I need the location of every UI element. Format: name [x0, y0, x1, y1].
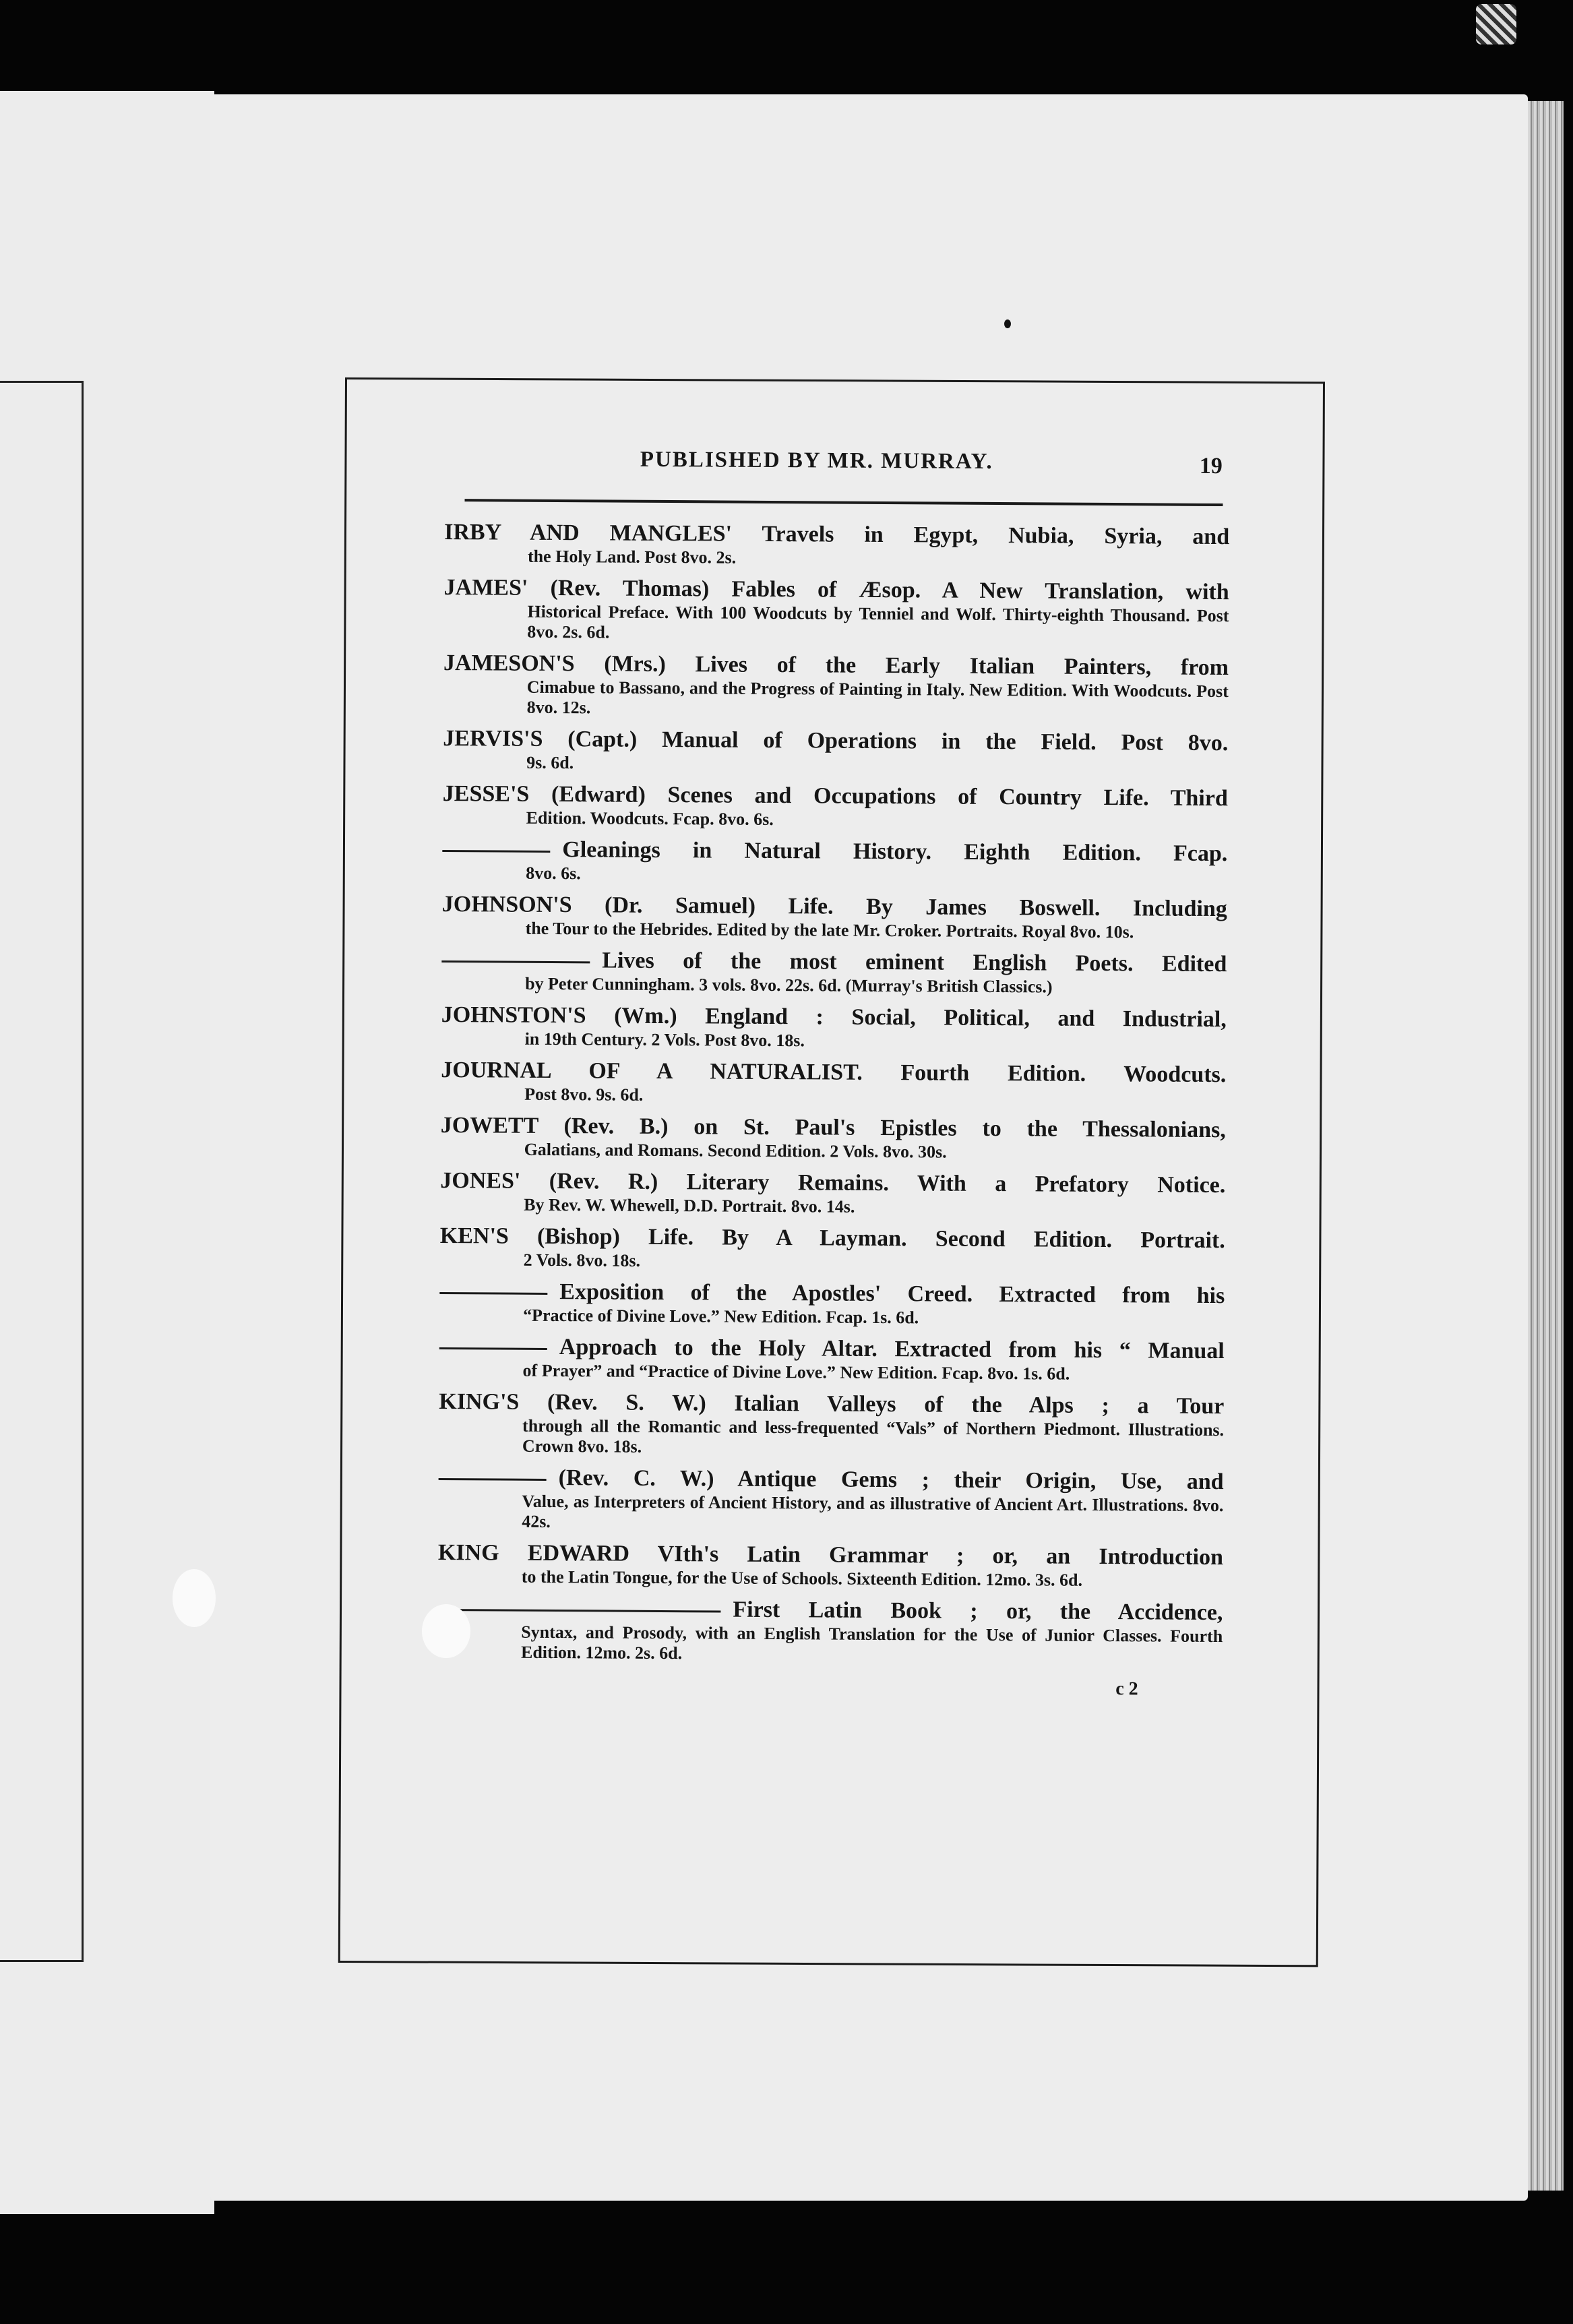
scan-glare	[422, 1604, 470, 1658]
entry-detail: the Tour to the Hebrides. Edited by the late Mr. Croker. Portraits. Royal 8vo. 10s.	[525, 918, 1134, 942]
entry-detail: 9s. 6d.	[526, 752, 574, 773]
page-content	[437, 445, 1230, 1701]
entry-title-continuation	[437, 1595, 1223, 1626]
catalogue-entry	[440, 1223, 1225, 1275]
ditto-dash	[439, 1292, 547, 1295]
entry-detail: “Practice of Divine Love.” New Edition. Fcap. 1s. 6d.	[523, 1305, 919, 1328]
catalogue-entry	[443, 781, 1228, 832]
entry-title: KING'S (Rev. S. W.) Italian Valleys of the Alps ; a Tour	[439, 1388, 1225, 1419]
catalogue-entry	[441, 1057, 1226, 1109]
page-number: 19	[1199, 453, 1223, 479]
entry-title: JAMES' (Rev. Thomas) Fables of Æsop. A New Translation, with	[443, 574, 1229, 605]
header-rule	[464, 499, 1223, 506]
entry-detail: to the Latin Tongue, for the Use of Schools. Sixteenth Edition. 12mo. 3s. 6d.	[521, 1566, 1083, 1590]
entry-detail: in 19th Century. 2 Vols. Post 8vo. 18s.	[524, 1029, 805, 1051]
entry-detail: 8vo. 6s.	[526, 863, 581, 884]
left-page	[0, 91, 214, 2214]
corner-mark	[1476, 4, 1516, 44]
entry-detail: the Holy Land. Post 8vo. 2s.	[527, 546, 737, 568]
catalogue-entry	[441, 1112, 1226, 1164]
catalogue-entry	[444, 519, 1229, 571]
signature-mark: c 2	[1115, 1678, 1138, 1700]
entry-detail: Syntax, and Prosody, with an English Translation for the Use of Junior Classes. Fourth Edition. 12mo. 2s. 6d.	[520, 1622, 1223, 1663]
catalogue-entry	[439, 1333, 1225, 1385]
entry-title: JOHNSTON'S (Wm.) England : Social, Political, and Industrial,	[441, 1002, 1227, 1033]
ink-dot	[1004, 319, 1011, 328]
ditto-dash	[442, 850, 550, 853]
entry-detail: 2 Vols. 8vo. 18s.	[523, 1250, 641, 1271]
catalogue-entry	[443, 725, 1228, 777]
entry-title-text: Approach to the Holy Altar. Extracted from his “ Manual	[559, 1335, 1225, 1364]
entry-title: KING EDWARD VIth's Latin Grammar ; or, an Introduction	[437, 1539, 1224, 1570]
entry-title: JAMESON'S (Mrs.) Lives of the Early Italian Painters, from	[443, 650, 1229, 681]
entry-detail: Cimabue to Bassano, and the Progress of Painting in Italy. New Edition. With Woodcuts. Post 8vo. 12s.	[526, 677, 1229, 718]
running-header	[445, 445, 1227, 497]
catalogue-entry	[438, 1464, 1224, 1536]
catalogue-entry	[439, 1278, 1225, 1330]
scan-glare	[173, 1569, 216, 1627]
entry-title-continuation	[439, 1333, 1225, 1365]
catalogue-entry	[442, 891, 1227, 943]
entry-title: JONES' (Rev. R.) Literary Remains. With a Prefatory Notice.	[440, 1167, 1226, 1198]
entry-detail: By Rev. W. Whewell, D.D. Portrait. 8vo. 14s.	[524, 1194, 855, 1217]
ditto-dash	[437, 1609, 720, 1613]
entry-title: JOHNSON'S (Dr. Samuel) Life. By James Boswell. Including	[441, 891, 1227, 922]
entry-title-continuation	[441, 946, 1227, 978]
ditto-dash	[441, 960, 590, 963]
entry-detail: Post 8vo. 9s. 6d.	[524, 1084, 644, 1105]
entry-title: JOURNAL OF A NATURALIST. Fourth Edition. Woodcuts.	[441, 1057, 1227, 1088]
entry-title-continuation	[439, 1464, 1224, 1496]
entry-title-continuation	[439, 1278, 1225, 1310]
catalogue-entries	[437, 519, 1229, 1667]
entry-detail: of Prayer” and “Practice of Divine Love.” New Edition. Fcap. 8vo. 1s. 6d.	[522, 1360, 1070, 1384]
entry-detail: Historical Preface. With 100 Woodcuts by Tenniel and Wolf. Thirty-eighth Thousand. Post 8vo. 2s. 6d.	[527, 601, 1229, 642]
left-page-border	[0, 381, 84, 1962]
header-title: PUBLISHED BY MR. MURRAY.	[640, 447, 993, 474]
entry-title-text: First Latin Book ; or, the Accidence,	[733, 1597, 1223, 1626]
entry-detail: Value, as Interpreters of Ancient History, and as illustrative of Ancient Art. Illustrations. 8vo. 42s.	[522, 1491, 1224, 1531]
catalogue-entry	[443, 574, 1229, 646]
entry-title-text: Gleanings in Natural History. Eighth Edition. Fcap.	[562, 837, 1228, 867]
entry-detail: Galatians, and Romans. Second Edition. 2 Vols. 8vo. 30s.	[524, 1139, 947, 1162]
ditto-dash	[439, 1347, 547, 1350]
entry-title-continuation	[442, 836, 1227, 867]
entry-title-text: Lives of the most eminent English Poets. Edited	[602, 948, 1227, 977]
catalogue-entry	[439, 1388, 1225, 1461]
entry-detail: through all the Romantic and less-frequented “Vals” of Northern Piedmont. Illustrations. Crown 8vo. 18s.	[522, 1415, 1225, 1457]
entry-title: JERVIS'S (Capt.) Manual of Operations in the Field. Post 8vo.	[443, 725, 1229, 756]
catalogue-entry	[437, 1595, 1223, 1667]
entry-title: IRBY AND MANGLES' Travels in Egypt, Nubia, Syria, and	[444, 519, 1230, 550]
entry-title: JESSE'S (Edward) Scenes and Occupations of Country Life. Third	[442, 781, 1228, 812]
entry-title: KEN'S (Bishop) Life. By A Layman. Second Edition. Portrait.	[439, 1223, 1225, 1254]
catalogue-entry	[442, 836, 1227, 888]
catalogue-entry	[441, 1002, 1227, 1053]
entry-title: JOWETT (Rev. B.) on St. Paul's Epistles to the Thessalonians,	[440, 1112, 1226, 1143]
entry-title-text: Exposition of the Apostles' Creed. Extracted from his	[559, 1279, 1225, 1309]
catalogue-entry	[441, 946, 1227, 998]
entry-detail: by Peter Cunningham. 3 vols. 8vo. 22s. 6d. (Murray's British Classics.)	[525, 973, 1053, 997]
entry-detail: Edition. Woodcuts. Fcap. 8vo. 6s.	[526, 807, 774, 829]
entry-title-text: (Rev. C. W.) Antique Gems ; their Origin, Use, and	[558, 1465, 1224, 1495]
ditto-dash	[439, 1478, 547, 1481]
catalogue-entry	[443, 650, 1229, 722]
catalogue-entry	[438, 1539, 1223, 1591]
catalogue-entry	[440, 1167, 1225, 1219]
